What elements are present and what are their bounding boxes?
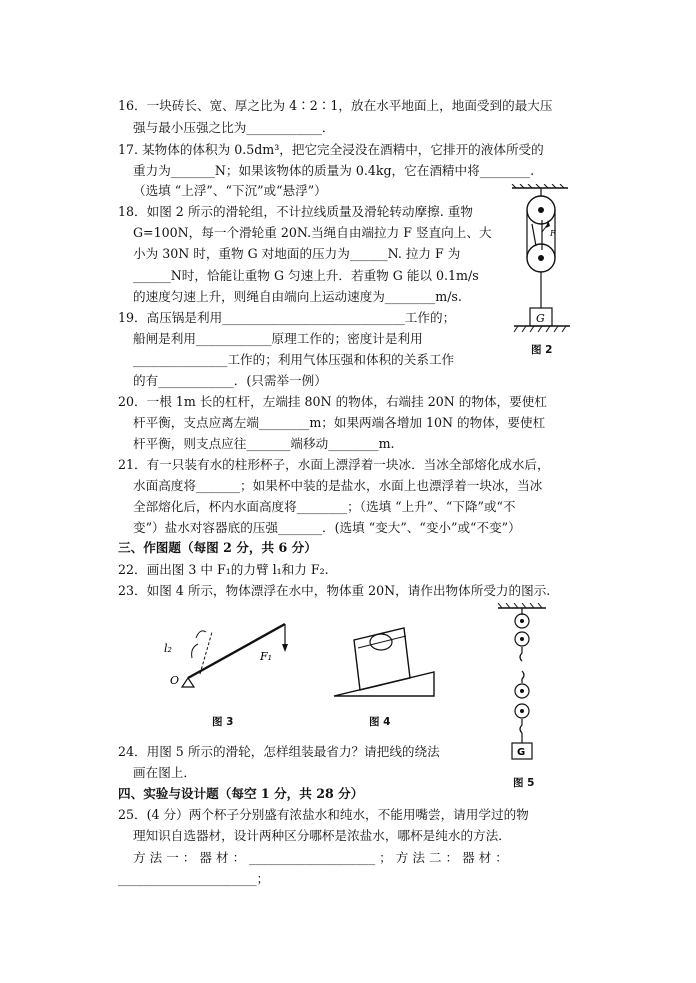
q24-line2: 画在图上．	[133, 765, 196, 780]
section4-heading: 四、实验与设计题（每空 1 分，共 28 分）	[118, 786, 364, 801]
q21-line1: 21．有一只装有水的柱形杯子，水面上漂浮着一块冰．当冰全部熔化成水后，	[118, 457, 550, 472]
figure-2-pulley-diagram	[506, 184, 578, 334]
fig2-G-label: G	[536, 312, 545, 325]
figure-3-lever-diagram	[160, 618, 295, 690]
q18-line2: G=100N，每一个滑轮重 20N.当绳自由端拉力 F 竖直向上、大	[133, 225, 492, 240]
q17-line2: 重力为_______N；如果该物体的质量为 0.4kg，它在酒精中将________.	[133, 163, 535, 178]
fig2-F-label: F	[550, 229, 556, 238]
q17-line3: （选填 “上浮”、“下沉”或“悬浮”）	[133, 183, 327, 198]
q20-line1: 20．一根 1m 长的杠杆，左端挂 80N 的物体，右端挂 20N 的物体，要使杠	[118, 394, 547, 409]
q21-line4: 变”）盐水对容器底的压强_______．(选填 “变大”、“变小”或“不变”）	[133, 520, 521, 535]
q19-line1: 19．高压锅是利用_____________________________工作的；	[118, 310, 456, 325]
q16-line1: 16．一块砖长、宽、厚之比为 4∶2∶1，放在水平地面上，地面受到的最大压	[118, 98, 553, 113]
q21-line3: 全部熔化后，杯内水面高度将________；（选填 “上升”、“下降”或“不	[133, 499, 516, 514]
q25-line3: 方 法 一 ： 器 材 ： ____________________ ； 方 法 二 ： 器 材 ：	[133, 850, 508, 865]
q24-line1: 24．用图 5 所示的滑轮，怎样组装最省力？请把线的绕法	[118, 744, 440, 759]
q18-line3: 小为 30N 时，重物 G 对地面的压力为______N. 拉力 F 为	[133, 246, 461, 261]
fig3-l2-label: l₂	[164, 642, 172, 655]
q21-line2: 水面高度将_______；如果杯中装的是盐水，水面上也漂浮着一块冰，当冰	[133, 478, 543, 493]
figure-4-incline-diagram	[328, 618, 436, 698]
q18-line5: 的速度匀速上升，则绳自由端向上运动速度为________m/s.	[133, 289, 462, 304]
fig5-G-label: G	[517, 747, 526, 758]
fig3-O-label: O	[170, 674, 180, 687]
q23-line: 23．如图 4 所示，物体漂浮在水中，物体重 20N，请作出物体所受力的图示.	[118, 583, 551, 598]
section3-heading: 三、作图题（每图 2 分，共 6 分）	[118, 540, 317, 555]
fig3-caption: 图 3	[212, 716, 234, 728]
q25-line1: 25．(4 分）两个杯子分别盛有浓盐水和纯水，不能用嘴尝，请用学过的物	[118, 807, 529, 822]
q19-line3: _______________工作的；利用气体压强和体积的关系工作	[133, 352, 455, 367]
figure-5-pulley-diagram	[494, 603, 550, 773]
q22-line: 22．画出图 3 中 F₁的力臂 l₁和力 F₂.	[118, 562, 329, 577]
q20-line2: 杆平衡，支点应离左端________m；如果两端各增加 10N 的物体，要使杠	[133, 415, 546, 430]
fig4-caption: 图 4	[369, 716, 391, 728]
q18-line1: 18．如图 2 所示的滑轮组，不计拉线质量及滑轮转动摩擦. 重物	[118, 204, 473, 219]
q25-line4: ______________________；	[118, 871, 270, 886]
fig2-caption: 图 2	[531, 344, 553, 356]
q18-line4: ______N时，恰能让重物 G 匀速上升．若重物 G 能以 0.1m/s	[133, 268, 479, 283]
q17-line1: 17. 某物体的体积为 0.5dm³，把它完全浸没在酒精中，它排开的液体所受的	[118, 142, 544, 157]
fig5-caption: 图 5	[513, 777, 535, 789]
q19-line4: 的有____________．(只需举一例）	[133, 373, 327, 388]
q16-line2: 强与最小压强之比为____________．	[133, 120, 335, 135]
fig3-F1-label: F₁	[260, 650, 273, 663]
q25-line2: 理知识自选器材，设计两种区分哪杯是浓盐水，哪杯是纯水的方法．	[133, 828, 511, 843]
q19-line2: 船闸是利用____________原理工作的；密度计是利用	[133, 331, 423, 346]
q20-line3: 杆平衡，则支点应往_______端移动________m.	[133, 436, 395, 451]
